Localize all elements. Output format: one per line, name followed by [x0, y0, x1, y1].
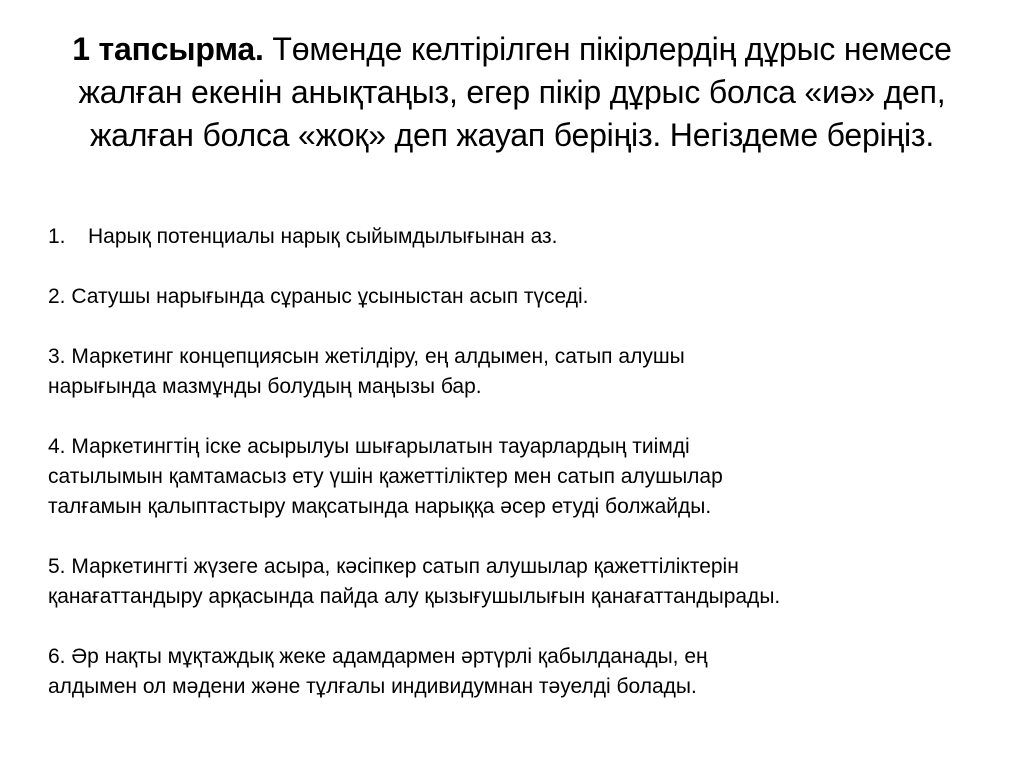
- task-title-lead: 1 тапсырма.: [72, 31, 264, 67]
- statements-list: [48, 222, 988, 702]
- statement-5-line-1: 5. Маркетингті жүзеге асыра, кәсіпкер сатып алушылар қажеттіліктерін: [48, 555, 739, 578]
- statement-5: [48, 552, 988, 612]
- statement-4-line-1: 4. Маркетингтің іске асырылуы шығарылатын тауарлардың тиімді: [48, 435, 690, 458]
- statement-2: [48, 282, 988, 312]
- task-title-text: Төменде келтірілген пікірлердің дұрыс немесе жалған екенін анықтаңыз, егер пікір дұрыс болса «иә» деп, жалған болса «жоқ» деп жауап беріңіз. Негіздеме беріңіз.: [78, 31, 952, 153]
- statement-4-line-2: сатылымын қамтамасыз ету үшін қажеттіліктер мен сатып алушылар: [48, 465, 723, 488]
- statement-1-number: 1.: [48, 225, 66, 248]
- statement-6-line-2: алдымен ол мәдени және тұлғалы индивидумнан тәуелді болады.: [48, 675, 697, 698]
- statement-4: [48, 432, 988, 522]
- statement-5-line-2: қанағаттандыру арқасында пайда алу қызығушылығын қанағаттандырады.: [48, 585, 781, 608]
- statement-1-text: Нарық потенциалы нарық сыйымдылығынан аз.: [88, 225, 558, 248]
- statement-4-line-3: талғамын қалыптастыру мақсатында нарыққа әсер етуді болжайды.: [48, 495, 712, 518]
- statement-3-line-2: нарығында мазмұнды болудың маңызы бар.: [48, 375, 482, 398]
- statement-3: [48, 342, 988, 402]
- statement-1: [48, 222, 988, 252]
- statement-3-line-1: 3. Маркетинг концепциясын жетілдіру, ең алдымен, сатып алушы: [48, 345, 685, 368]
- statement-6-line-1: 6. Әр нақты мұқтаждық жеке адамдармен әртүрлі қабылданады, ең: [48, 645, 708, 668]
- statement-6: [48, 642, 988, 702]
- task-title: [40, 28, 984, 157]
- statement-2-text: 2. Сатушы нарығында сұраныс ұсыныстан асып түседі.: [48, 285, 589, 308]
